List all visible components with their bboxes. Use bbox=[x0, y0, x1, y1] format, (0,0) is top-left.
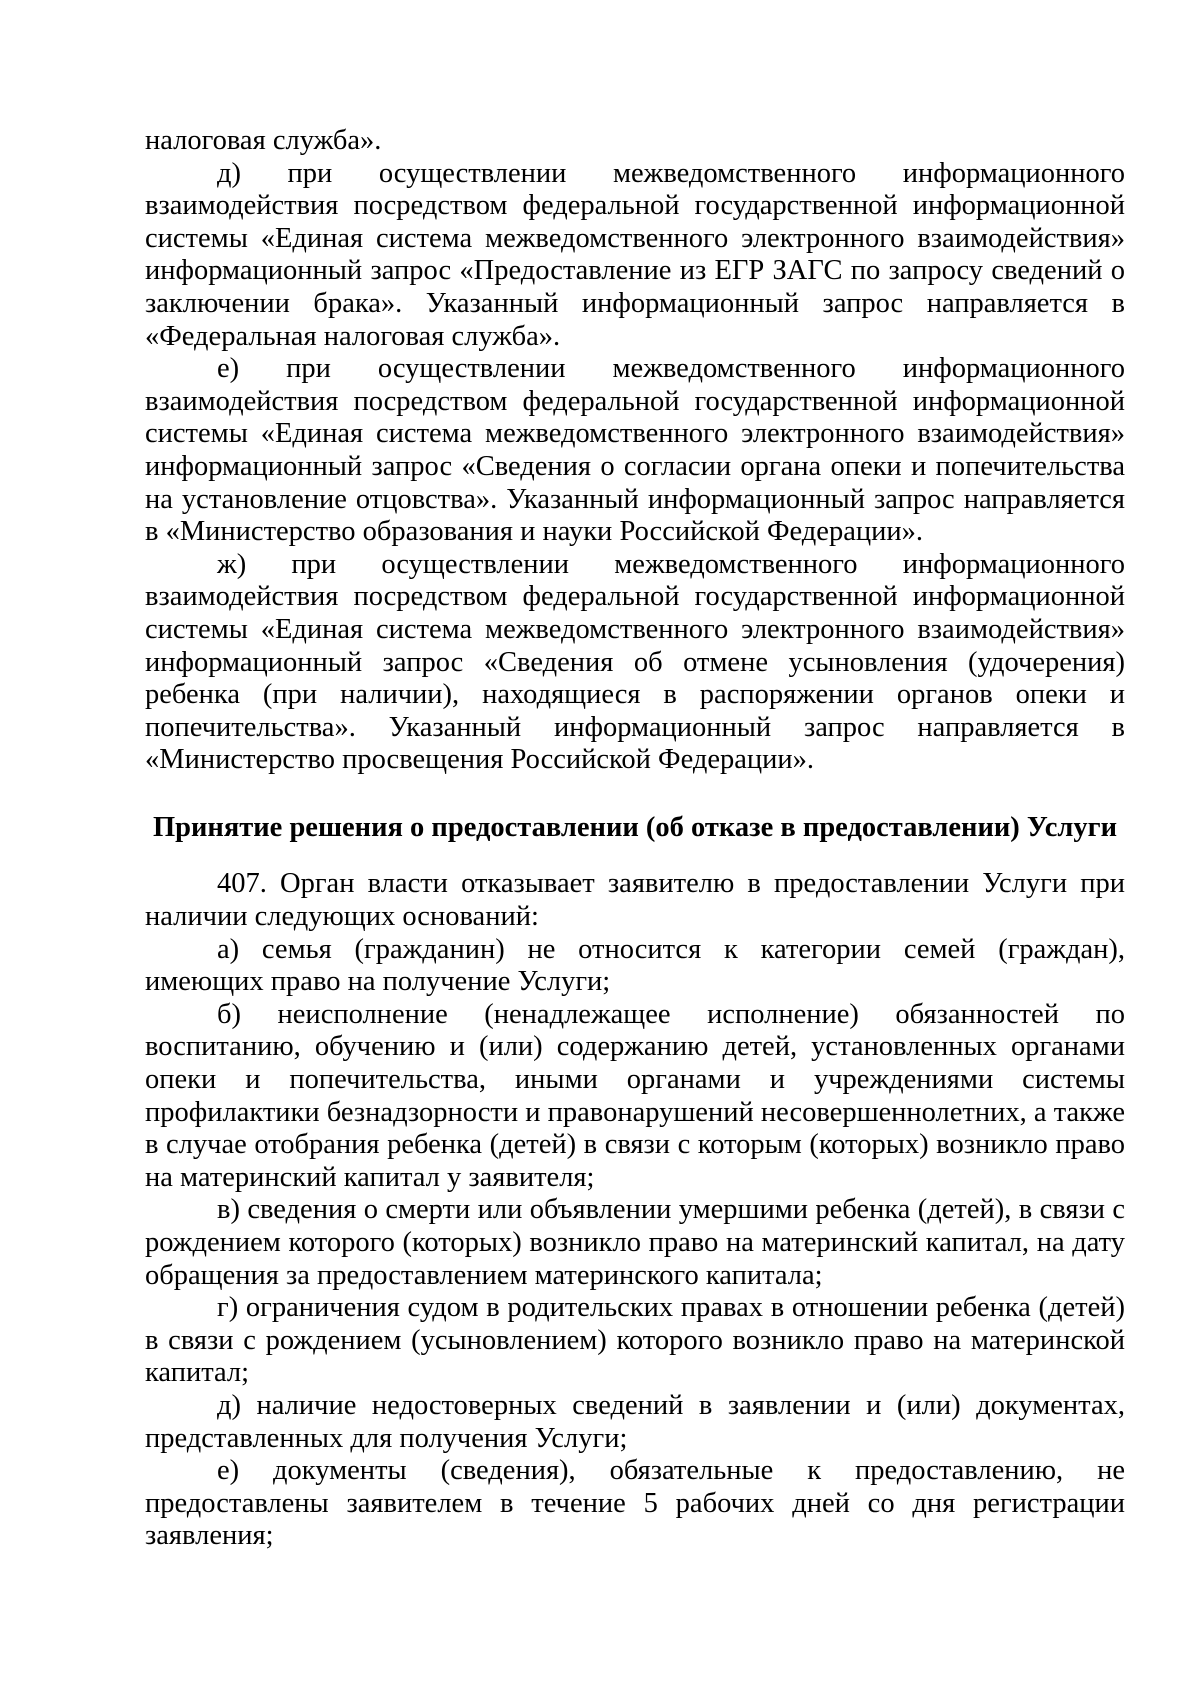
list-item-zh-minprosvescheniya: ж) при осуществлении межведомственного информационного взаимодействия посредством федеральной государственной информационной системы «Единая система межведомственного электронного взаимодействия» информационный запрос «Сведения об отмене усыновления (удочерения) ребенка (при наличии), находящиеся в распоряжении органов опеки и попечительства». Указанный информационный запрос направляется в «Министерство просвещения Российской Федерации». bbox=[145, 548, 1125, 776]
ground-v: в) сведения о смерти или объявлении умершими ребенка (детей), в связи с рождением которого (которых) возникло право на материнский капитал, на дату обращения за предоставлением материнского капитала; bbox=[145, 1194, 1125, 1291]
ground-b: б) неисполнение (ненадлежащее исполнение) обязанностей по воспитанию, обучению и (или) содержанию детей, установленных органами опеки и попечительства, иными органами и учреждениями системы профилактики безнадзорности и правонарушений несовершеннолетних, а также в случае отобрания ребенка (детей) в связи с которым (которых) возникло право на материнский капитал у заявителя; bbox=[145, 998, 1125, 1193]
ground-g: г) ограничения судом в родительских правах в отношении ребенка (детей) в связи с рождением (усыновлением) которого возникло право на материнской капитал; bbox=[145, 1292, 1125, 1389]
ground-a: а) семья (гражданин) не относится к категории семей (граждан), имеющих право на получение Услуги; bbox=[145, 933, 1125, 998]
ground-d: д) наличие недостоверных сведений в заявлении и (или) документах, представленных для получения Услуги; bbox=[145, 1389, 1125, 1454]
clause-407: 407. Орган власти отказывает заявителю в предоставлении Услуги при наличии следующих оснований: bbox=[145, 868, 1125, 933]
continuation-text: налоговая служба». bbox=[145, 125, 382, 156]
list-item-e-minobrnauki: е) при осуществлении межведомственного информационного взаимодействия посредством федеральной государственной информационной системы «Единая система межведомственного электронного взаимодействия» информационный запрос «Сведения о согласии органа опеки и попечительства на установление отцовства». Указанный информационный запрос направляется в «Министерство образования и науки Российской Федерации». bbox=[145, 353, 1125, 548]
list-item-d-fns: д) при осуществлении межведомственного информационного взаимодействия посредством федеральной государственной информационной системы «Единая система межведомственного электронного взаимодействия» информационный запрос «Предоставление из ЕГР ЗАГС по запросу сведений о заключении брака». Указанный информационный запрос направляется в «Федеральная налоговая служба». bbox=[145, 157, 1125, 352]
document-page bbox=[145, 125, 1125, 1553]
section-heading: Принятие решения о предоставлении (об отказе в предоставлении) Услуги bbox=[152, 811, 1117, 843]
ground-e: е) документы (сведения), обязательные к предоставлению, не предоставлены заявителем в течение 5 рабочих дней со дня регистрации заявления; bbox=[145, 1455, 1125, 1552]
